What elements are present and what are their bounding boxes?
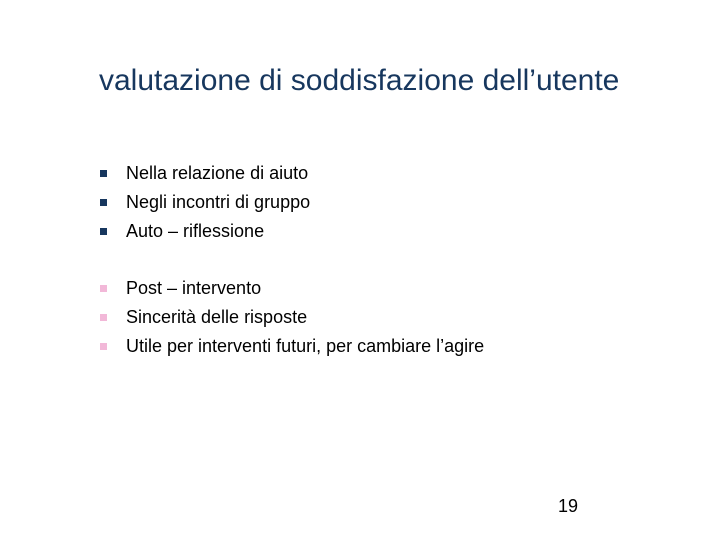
bullet-text: Utile per interventi futuri, per cambiare l’agire — [126, 336, 485, 356]
square-bullet-icon — [100, 285, 107, 292]
bullet-text: Nella relazione di aiuto — [126, 163, 309, 183]
square-bullet-icon — [100, 199, 107, 206]
bullet-item — [100, 335, 484, 364]
slide-title: valutazione di soddisfazione dell’utente — [99, 64, 620, 97]
bullet-item — [100, 191, 310, 220]
square-bullet-icon — [100, 314, 107, 321]
bullet-text: Sincerità delle risposte — [126, 307, 308, 327]
bullet-list-primary — [100, 162, 310, 249]
bullet-item — [100, 220, 310, 249]
bullet-text: Auto – riflessione — [126, 221, 265, 241]
bullet-item — [100, 306, 484, 335]
square-bullet-icon — [100, 228, 107, 235]
bullet-text: Post – intervento — [126, 278, 262, 298]
square-bullet-icon — [100, 170, 107, 177]
bullet-item — [100, 277, 484, 306]
page-number: 19 — [558, 496, 579, 516]
square-bullet-icon — [100, 343, 107, 350]
bullet-text: Negli incontri di gruppo — [126, 192, 311, 212]
bullet-list-secondary — [100, 277, 484, 364]
bullet-item — [100, 162, 310, 191]
